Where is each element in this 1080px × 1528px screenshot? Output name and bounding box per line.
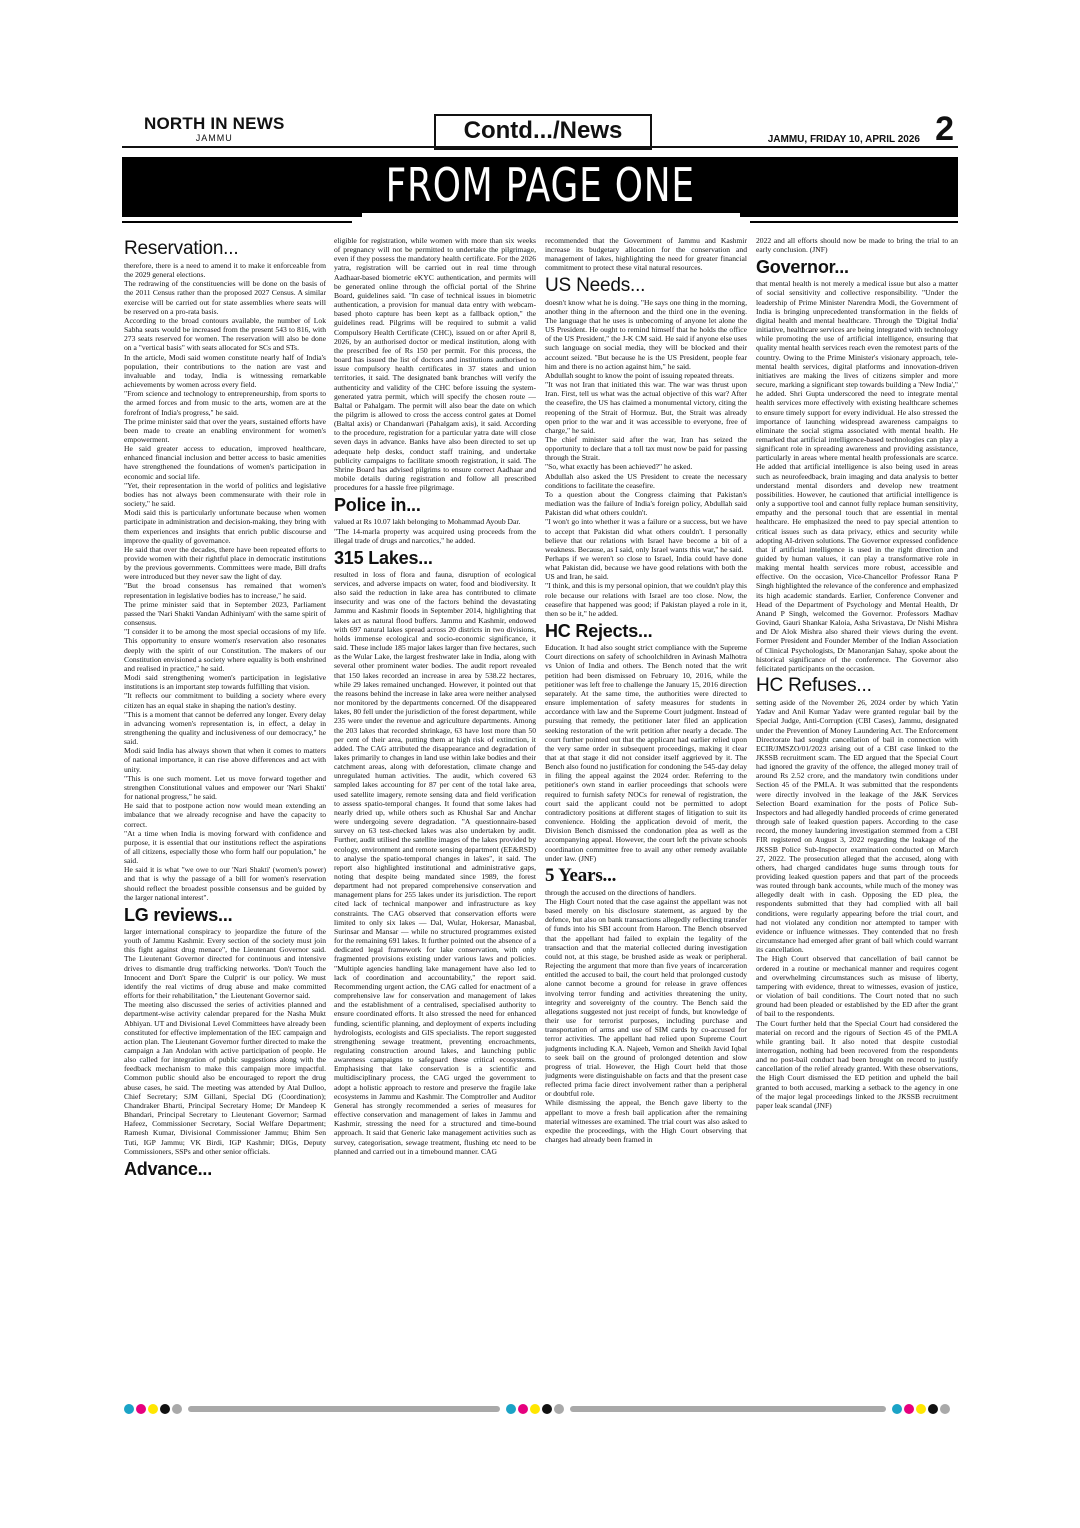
article-paragraph: Abdullah also asked the US President to create the necessary conditions to facilitate the ceasefire. bbox=[545, 471, 747, 490]
article-paragraph: "Yet, their representation in the world of politics and legislative bodies has not always been commensurate with their role in society," he said. bbox=[124, 480, 326, 509]
article-headline[interactable]: LG reviews... bbox=[124, 904, 233, 925]
registration-dot bbox=[518, 1404, 528, 1414]
page-number: 2 bbox=[935, 110, 954, 148]
article-headline[interactable]: Advance... bbox=[124, 1158, 213, 1179]
article-paragraph: eligible for registration, while women with more than six weeks of pregnancy will not be permitted to undertake the pilgrimage, even if they possess the mandatory health certificate. For the 2026 yatra, registration will be carried out in real time through Aadhaar-based biometric eKYC authentication, and permits will be generated online through the official portal of the Shrine Board, guidelines said. "In case of technical issues in biometric authentication, a provision for manual data entry with webcam-based photo capture has been kept as a fallback option," the guidelines read. Pilgrims will be required to submit a valid Compulsory Health Certificate (CHC), issued on or after April 8, 2026, by an authorised doctor or medical institution, along with the prescribed fee of Rs 150 per permit. For this process, the board has issued the list of doctors and institutions authorised to issue compulsory health certificates in 37 states and union territories, it said. The designated bank branches will verify the authenticity and validity of the CHC before issuing the system-generated yatra permit, which will specify the chosen route — Baltal or Pahalgam. The permit will also bear the date on which the pilgrim is allowed to cross the access control gates at Domel (Baltal axis) or Chandanwari (Pahalgam axis), it said. According to the procedure, registration for a particular yatra date will close seven days in advance. Banks have also been directed to set up adequate help desks, conduct staff training, and undertake publicity campaigns to facilitate smooth registration, it said. The Shrine Board has advised pilgrims to ensure correct Aadhaar and mobile details during registration and follow all prescribed procedures for a hassle free pilgrimage. bbox=[334, 236, 536, 493]
article-paragraph: setting aside of the November 26, 2024 order by which Yatin Yadav and Anil Kumar Yadav were granted regular bail by the Special Judge, Anti-Corruption (CBI Cases), Jammu, designated under the Prevention of Money Laundering Act. The Enforcement Directorate had sought cancellation of bail in connection with ECIR/JMSZO/01/2023 arising out of a CBI case linked to the JKSSB recruitment scam. The ED argued that the Special Court had ignored the gravity of the offence, the alleged money trail of around Rs 2.52 crore, and the mandatory twin conditions under Section 45 of the PMLA. It was submitted that the respondents were directly involved in the leakage of the J&K Services Selection Board examination for the posts of Police Sub-Inspectors and had allegedly handled proceeds of crime generated through sale of leaked question papers. According to the case record, the money laundering investigation stemmed from a CBI FIR registered on August 3, 2022 regarding the leakage of the JKSSB Police Sub-Inspector examination conducted on March 27, 2022. The prosecution alleged that the accused, along with others, had charged candidates huge sums through touts for providing leaked question papers and that part of the proceeds was routed through bank accounts, while much of the money was allegedly dealt with in cash. Opposing the ED plea, the respondents submitted that they had complied with all bail conditions, were regularly appearing before the trial court, and had not violated any condition nor attempted to tamper with evidence or influence witnesses. They contended that no fresh circumstance had emerged after grant of bail which could warrant its cancellation. bbox=[756, 698, 958, 955]
registration-dot bbox=[506, 1404, 516, 1414]
article-paragraph: The High Court observed that cancellation of bail cannot be ordered in a routine or mechanical manner and requires cogent and overwhelming circumstances such as misuse of liberty, tampering with evidence, threat to witnesses, evasion of justice, or violation of bail conditions. The Court noted that no such ground had been pleaded or established by the ED after the grant of bail to the respondents. bbox=[756, 954, 958, 1019]
article-paragraph: Modi said India has always shown that when it comes to matters of national importance, it can rise above differences and act with unity. bbox=[124, 746, 326, 774]
article-column-4 bbox=[756, 236, 958, 1402]
page-banner bbox=[122, 157, 958, 213]
registration-dot bbox=[928, 1404, 938, 1414]
article-paragraph: The prime minister said that in September 2023, Parliament passed the 'Nari Shakti Vandan Adhiniyam' with the same spirit of consensus. bbox=[124, 599, 326, 628]
registration-dot bbox=[136, 1404, 146, 1414]
section-label: Contd.../News bbox=[434, 114, 652, 150]
article-paragraph: "This is one such moment. Let us move forward together and strengthen Constitutional values and empower our 'Nari Shakti' for national progress," he said. bbox=[124, 773, 326, 802]
footer-decoration bbox=[122, 1402, 958, 1416]
article-paragraph: "It reflects our commitment to building a society where every citizen has an equal stake in shaping the nation's destiny. bbox=[124, 691, 326, 710]
article-headline[interactable]: HC Rejects... bbox=[545, 621, 653, 642]
article-paragraph: "From science and technology to entrepreneurship, from sports to the armed forces and from music to the arts, women are at the forefront of India's progress," he said. bbox=[124, 389, 326, 417]
article-paragraph: valued at Rs 10.07 lakh belonging to Mohammad Ayoub Dar. bbox=[334, 517, 521, 527]
article-paragraph: larger international conspiracy to jeopardize the future of the youth of Jammu Kashmir. Every section of the society must join this fight against drug menace", the Lieutenant Governor said. The Lieutenant Governor directed for continuous and intensive drives to dismantle drug trafficking networks. 'Don't Touch the Innocent and Don't Spare the Culprit' is our policy. We must identify the real victims of drug abuse and make committed efforts for their rehabilitation," the Lieutenant Governor said. bbox=[124, 926, 326, 1001]
dateline: JAMMU, FRIDAY 10, APRIL 2026 bbox=[767, 134, 920, 145]
article-headline[interactable]: 5 Years... bbox=[545, 864, 617, 886]
article-paragraph: Modi said strengthening women's participation in legislative institutions is an important step towards fulfilling that vision. bbox=[124, 673, 326, 692]
article-column-1 bbox=[124, 236, 326, 1402]
article-paragraph: "The 14-marla property was acquired using proceeds from the illegal trade of drugs and narcotics," he added. bbox=[334, 526, 536, 545]
article-paragraph: The chief minister said after the war, Iran has seized the opportunity to declare that a toll tax must now be paid for passing through the Strait. bbox=[545, 434, 747, 463]
article-paragraph: Perhaps if we weren't so close to Israel, India could have done what Pakistan did, because we have good relations with both the US and Iran, he said. bbox=[545, 554, 747, 582]
registration-dot bbox=[542, 1404, 552, 1414]
paper-logo bbox=[144, 114, 284, 143]
article-column-3 bbox=[545, 236, 747, 1402]
article-paragraph: through the accused on the directions of handlers. bbox=[545, 887, 696, 897]
banner-stripe bbox=[740, 213, 958, 217]
article-column-2 bbox=[334, 236, 536, 1402]
paper-name: NORTH IN NEWS bbox=[144, 114, 285, 133]
article-headline[interactable]: 315 Lakes... bbox=[334, 547, 433, 568]
registration-dot bbox=[530, 1404, 540, 1414]
banner-stripe bbox=[122, 213, 362, 217]
registration-dot bbox=[160, 1404, 170, 1414]
footer-bar bbox=[570, 1406, 886, 1412]
article-paragraph: "This is a moment that cannot be deferred any longer. Every delay in advancing women's representation is, in effect, a delay in strengthening the quality and inclusiveness of our democracy," he said. bbox=[124, 709, 326, 747]
article-paragraph: "But the broad consensus has remained that women's representation in legislative bodies has to increase," he said. bbox=[124, 581, 326, 600]
article-paragraph: "I think, and this is my personal opinion, that we couldn't play this role because our relations with Israel are too close. Now, the ceasefire that happened was good; if Pakistan played a role in it, then so be it," he added. bbox=[545, 581, 747, 618]
banner-stripe bbox=[122, 221, 352, 223]
article-headline[interactable]: HC Refuses... bbox=[756, 675, 872, 697]
article-paragraph: While dismissing the appeal, the Bench gave liberty to the appellant to move a fresh bail application after the remaining material witnesses are examined. The trial court was also asked to expedite the proceedings, with the High Court observing that charges had already been framed in bbox=[545, 1098, 747, 1145]
article-headline[interactable]: Governor... bbox=[756, 257, 849, 278]
registration-dot bbox=[904, 1404, 914, 1414]
paper-city: JAMMU bbox=[195, 133, 233, 143]
banner-title: FROM PAGE ONE bbox=[385, 158, 695, 212]
registration-dot bbox=[916, 1404, 926, 1414]
article-headline[interactable]: US Needs... bbox=[545, 274, 646, 296]
registration-dot bbox=[892, 1404, 902, 1414]
article-paragraph: To a question about the Congress claiming that Pakistan's mediation was the failure of India's foreign policy, Abdullah said Pakistan did what others couldn't. bbox=[545, 489, 747, 518]
article-paragraph: The redrawing of the constituencies will be done on the basis of the 2011 Census rather than the proposed 2027 Census. A similar exercise will be carried out for state assemblies where seats will be reserved on a pro-rata basis. bbox=[124, 279, 326, 316]
article-paragraph: He said it is what "we owe to our 'Nari Shakti' (women's power) and that is why the passage of a bill for women's reservation should reflect the broadest possible consensus and be guided by the larger national interest". bbox=[124, 865, 326, 902]
article-paragraph: According to the broad contours available, the number of Lok Sabha seats would be increased from the present 543 to 816, with 273 seats reserved for women. The reservation will also be done on a "vertical basis" with seats allocated for SCs and STs. bbox=[124, 315, 326, 353]
banner-stripe bbox=[750, 221, 958, 223]
article-paragraph: "At a time when India is moving forward with confidence and purpose, it is essential that our institutions reflect the aspirations of all citizens, especially those who form half our population," he said. bbox=[124, 828, 326, 866]
article-paragraph: 2022 and all efforts should now be made to bring the trial to an early conclusion. (JNF) bbox=[756, 236, 958, 255]
article-paragraph: "So, what exactly has been achieved?" he asked. bbox=[545, 462, 693, 472]
registration-dot bbox=[124, 1404, 134, 1414]
article-paragraph: recommended that the Government of Jammu and Kashmir increase its budgetary allocation for the conservation and management of lakes, highlighting the need for greater financial commitment to protect these vital natural resources. bbox=[545, 236, 747, 273]
article-paragraph: therefore, there is a need to amend it to make it enforceable from the 2029 general elections. bbox=[124, 261, 326, 280]
article-headline[interactable]: Reservation... bbox=[124, 238, 239, 259]
article-paragraph: doesn't know what he is doing. "He says one thing in the morning, another thing in the afternoon and the third one in the evening. The language that he uses is unbecoming of anyone let alone the US President. He ought to remind himself that he holds the office of the US President," the J-K CM said. He said if anyone else uses such language on social media, they will be blocked and their account seized. "But because he is the US President, people fear him and there is no action against him," he said. bbox=[545, 297, 747, 371]
article-paragraph: Modi said this is particularly unfortunate because when women participate in administration and decision-making, they bring with them experiences and insights that enrich public discourse and improve the quality of governance. bbox=[124, 508, 326, 545]
article-paragraph: He said that over the decades, there have been repeated efforts to provide women with their rightful place in democratic institutions by the previous governments. Committees were made, Bill drafts were introduced but they never saw the light of day. bbox=[124, 544, 326, 582]
article-paragraph: The prime minister said that over the years, sustained efforts have been made to create an enabling environment for women's empowerment. bbox=[124, 416, 326, 444]
article-paragraph: The Court further held that the Special Court had considered the material on record and the rigours of Section 45 of the PMLA while granting bail. It also noted that despite custodial interrogation, nothing had been recovered from the respondents and no post-bail conduct had been brought on record to justify cancellation of the relief already granted. With these observations, the High Court dismissed the ED petition and upheld the bail granted to both accused, marking a setback to the agency in one of the major legal proceedings linked to the JKSSB recruitment paper leak scandal (JNF) bbox=[756, 1018, 958, 1110]
registration-dot bbox=[172, 1404, 182, 1414]
article-paragraph: He said greater access to education, improved healthcare, enhanced financial inclusion and better access to basic amenities have strengthened the foundations of women's participation in economic and social life. bbox=[124, 444, 326, 481]
article-paragraph: He said that to postpone action now would mean extending an imbalance that we already recognise and have the capacity to correct. bbox=[124, 801, 326, 829]
article-paragraph: The meeting also discussed the series of activities planned and department-wise activity calendar prepared for the Nasha Mukt Abhiyan. UT and Divisional Level Committees have already been constituted for effective implementation of the IEC campaign and action plan. The Lieutenant Governor further directed to make the campaign a Jan Andolan with active participation of people. He also called for integration of public suggestions along with the feedback mechanism to make this campaign more impactful. Common public should also be encouraged to report the drug abuse cases, he said. The meeting was attended by Atal Dulloo, Chief Secretary; SJM Gillani, Special DG (Coordination); Chandraker Bharti, Principal Secretary Home; Dr Mandeep K Bhandari, Principal Secretary to Lieutenant Governor; Sarmad Hafeez, Commissioner Secretary, Social Welfare Department; Ramesh Kumar, Divisional Commissioner Jammu; Bhim Sen Tuti, IGP Jammu; VK Birdi, IGP Kashmir; DIGs, Deputy Commissioners, SSPs and other senior officials. bbox=[124, 1000, 326, 1156]
article-paragraph: Education. It had also sought strict compliance with the Supreme Court directions on safety of schoolchildren in Avinash Malhotra vs Union of India and others. The Bench noted that the writ petition had been dismissed on February 10, 2016, while the petitioner was left free to challenge the January 15, 2016 direction separately. At the same time, the authorities were directed to ensure implementation of safety measures for students in accordance with law and the Supreme Court judgment. Instead of pursuing that remedy, the petitioner later filed an application seeking restoration of the writ petition after nearly a decade. The court further pointed out that the applicant had earlier relied upon the very same order in subsequent proceedings, making it clear that at that stage it did not consider itself aggrieved by it. The Bench also found no justification for condoning the 545-day delay in filing the appeal against the 2024 order. Referring to the petitioner's own stand in earlier proceedings that schools were required to furnish safety NOCs for renewal of registration, the court said the applicant could not be permitted to adopt contradictory positions at different stages of litigation to suit its convenience. Holding the application devoid of merit, the Division Bench dismissed the condonation plea as well as the accompanying appeal. However, the court left the private schools coordination committee free to avail any other remedy available under law. (JNF) bbox=[545, 643, 747, 863]
article-paragraph: "I won't go into whether it was a failure or a success, but we have to accept that Pakistan did what others couldn't. I personally believe that our relations with Israel have become a bit of a weakness. Because, as I said, only Israel wants this war," he said. bbox=[545, 517, 747, 554]
article-paragraph: that mental health is not merely a medical issue but also a matter of social sensitivity and collective responsibility. "Under the leadership of Prime Minister Narendra Modi, the Government of India is bringing unprecedented transformation in the fields of digital health and mental healthcare. Through the 'Digital India' initiative, healthcare services are being integrated with technology while promoting the use of artificial intelligence, ensuring that quality mental health services reach even the remotest parts of the country. Owing to the Prime Minister's visionary approach, tele-mental health services, digital platforms and innovation-driven initiatives are making the lives of citizens simpler and more secure, marking a significant step towards building a 'New India'," he added. Shri Gupta underscored the need to integrate mental health services more effectively with existing healthcare schemes to ensure timely support for every individual. He also stressed the importance of launching widespread awareness campaigns to eliminate the social stigma associated with mental health. He remarked that artificial intelligence-based technologies can play a significant role in spreading awareness and providing assistance, particularly in areas where mental health professionals are scarce. He added that artificial intelligence is also being used in areas such as neurofeedback, brain imaging and data analysis to better understand mental disorders and develop new treatment possibilities. However, he cautioned that artificial intelligence is only a supportive tool and cannot fully replace human sensitivity, empathy and the personal touch that are essential in mental healthcare. He emphasized the need to pay special attention to critical issues such as data privacy, ethics and security while adopting AI-driven solutions. The Governor expressed confidence that if artificial intelligence is used in the right direction and guided by human values, it can play a transformative role in making mental health services more robust, accessible and effective. On the occasion, Vice-Chancellor Professor Rana P Singh highlighted the relevance of the conference and emphasized its high academic standards. Earlier, Conference Convener and Head of the Department of Psychology and Mental Health, Dr Anand P Singh, welcomed the Governor. Professors Madhav Govind, Gauri Shankar Kaloia, Asha Srivastava, Dr Nishi Mishra and Dr Alok Mishra also shared their views during the event. Former President and Founder Member of the Indian Association of Clinical Psychologists, Dr Manoranjan Sahay, spoke about the historical significance of the conference. The Governor also felicitated participants on the occasion. bbox=[756, 279, 958, 673]
article-paragraph: The High Court noted that the case against the appellant was not based merely on his disclosure statement, as argued by the defence, but also on bank transactions allegedly reflecting transfer of funds into his SBI account from Haroon. The Bench observed that the appellant had failed to explain the legality of the transaction and that the material collected during investigation could not, at this stage, be brushed aside as weak or peripheral. Rejecting the argument that more than five years of incarceration entitled the accused to bail, the court held that prolonged custody alone cannot become a ground for release in grave offences involving terror funding and activities threatening the unity, integrity and sovereignty of the country. The Bench said the allegations suggested not just receipt of funds, but knowledge of their use for terrorist purposes, including purchase and transportation of arms and use of SIM cards by co-accused for terror activities. The appellant had relied upon Supreme Court judgments including K.A. Najeeb, Vernon and Sheikh Javid Iqbal to seek bail on the ground of prolonged detention and slow progress of trial. However, the High Court held that those judgments were distinguishable on facts and that the present case reflected prima facie direct involvement rather than a peripheral or doubtful role. bbox=[545, 897, 747, 1099]
footer-bar bbox=[188, 1406, 500, 1412]
registration-dot bbox=[554, 1404, 564, 1414]
registration-dot bbox=[940, 1404, 950, 1414]
article-paragraph: resulted in loss of flora and fauna, disruption of ecological services, and adverse impacts on water, food and biodiversity. It also said the reduction in lake area has contributed to climate insecurity and was one of the factors behind the devastating Jammu and Kashmir floods in September 2014, highlighting that lakes act as natural flood buffers. Jammu and Kashmir, endowed with 697 natural lakes spread across 20 districts in two divisions, holds immense ecological and socio-economic significance, it said. These include 185 major lakes larger than five hectares, such as the Wular Lake, the largest freshwater lake in India, along with several other prominent water bodies. The audit report revealed that 150 lakes recorded an increase in area by 538.22 hectares, while 29 lakes remained unchanged. However, it pointed out that the reasons behind the increase in lake area were neither analysed nor monitored by the departments concerned. Of the disappeared lakes, 80 fell under the jurisdiction of the forest department, while 235 were under the revenue and agriculture departments. Among the 203 lakes that recorded shrinkage, 63 have lost more than 50 per cent of their area, putting them at high risk of extinction, it added. The CAG attributed the disappearance and degradation of lakes primarily to changes in land use within lake bodies and their catchment areas, along with deforestation, climate change and unregulated human activities. The audit, which covered 63 sampled lakes accounting for 87 per cent of the total lake area, used satellite imagery, remote sensing data and field verification to assess spatio-temporal changes. It found that some lakes had nearly dried up, while others such as Khushal Sar and Anchar were undergoing severe degradation. "A questionnaire-based survey on 63 test-checked lakes was also undertaken by audit. Further, audit utilised the satellite images of the lakes provided by ecology, environment and remote sensing department (EE&RSD) to analyse the spatio-temporal changes in lakes", it said. The report also highlighted institutional and administrative gaps, noting that despite being mandated since 1989, the forest department had not prepared comprehensive conservation and management plans for 255 lakes under its jurisdiction. The report cited lack of technical manpower and infrastructure as key constraints. The CAG observed that conservation efforts were limited to only six lakes — Dal, Wular, Hokersar, Manasbal, Surinsar and Mansar — while no structured programmes existed for the remaining 691 lakes. It further pointed out the absence of a dedicated legal framework for lake conservation, with only fragmented provisions existing under various laws and policies. "Multiple agencies handling lake management have also led to lack of coordination and accountability," the report said. Recommending urgent action, the CAG called for enactment of a comprehensive law for conservation and management of lakes and the establishment of a centralised, specialised authority to ensure coordinated efforts. It also stressed the need for enhanced funding, scientific planning, and deployment of experts including hydrologists, ecologists and GIS specialists. The report suggested strengthening sewage treatment, preventing encroachments, regulating construction around lakes, and launching public awareness campaigns to safeguard these critical ecosystems. Emphasising that lake conservation is a scientific and multidisciplinary process, the CAG urged the government to adopt a holistic approach to restore and preserve the fragile lake ecosystems in Jammu and Kashmir. The Comptroller and Auditor General has strongly recommended a series of measures for effective conservation and management of lakes in Jammu and Kashmir, stressing the need for a structured and time-bound approach. It said that Generic lake management activities such as survey, categorisation, sewage treatment, flushing etc need to be planned and carried out in a timebound manner. CAG bbox=[334, 569, 536, 1156]
article-paragraph: "I consider it to be among the most special occasions of my life. This opportunity to ensure women's reservation also resonates deeply with the spirit of our Constitution. The makers of our Constitution envisioned a society where equality is both enshrined and realised in practice," he said. bbox=[124, 627, 326, 673]
masthead-rule bbox=[122, 146, 958, 148]
article-paragraph: In the article, Modi said women constitute nearly half of India's population, their contributions to the nation are vast and invaluable and today, India is witnessing remarkable achievements by women across every field. bbox=[124, 352, 326, 390]
article-paragraph: "It was not Iran that initiated this war. The war was thrust upon Iran. First, tell us what was the actual objective of this war? After the ceasefire, the US has claimed a monumental victory, citing the reopening of the Strait of Hormuz. But, the Strait was already open prior to the war and it was accessible to everyone, free of charge," he said. bbox=[545, 380, 747, 435]
article-paragraph: Abdullah sought to know the point of issuing repeated threats. bbox=[545, 370, 734, 380]
article-headline[interactable]: Police in... bbox=[334, 495, 421, 516]
masthead bbox=[122, 112, 958, 158]
registration-dot bbox=[148, 1404, 158, 1414]
